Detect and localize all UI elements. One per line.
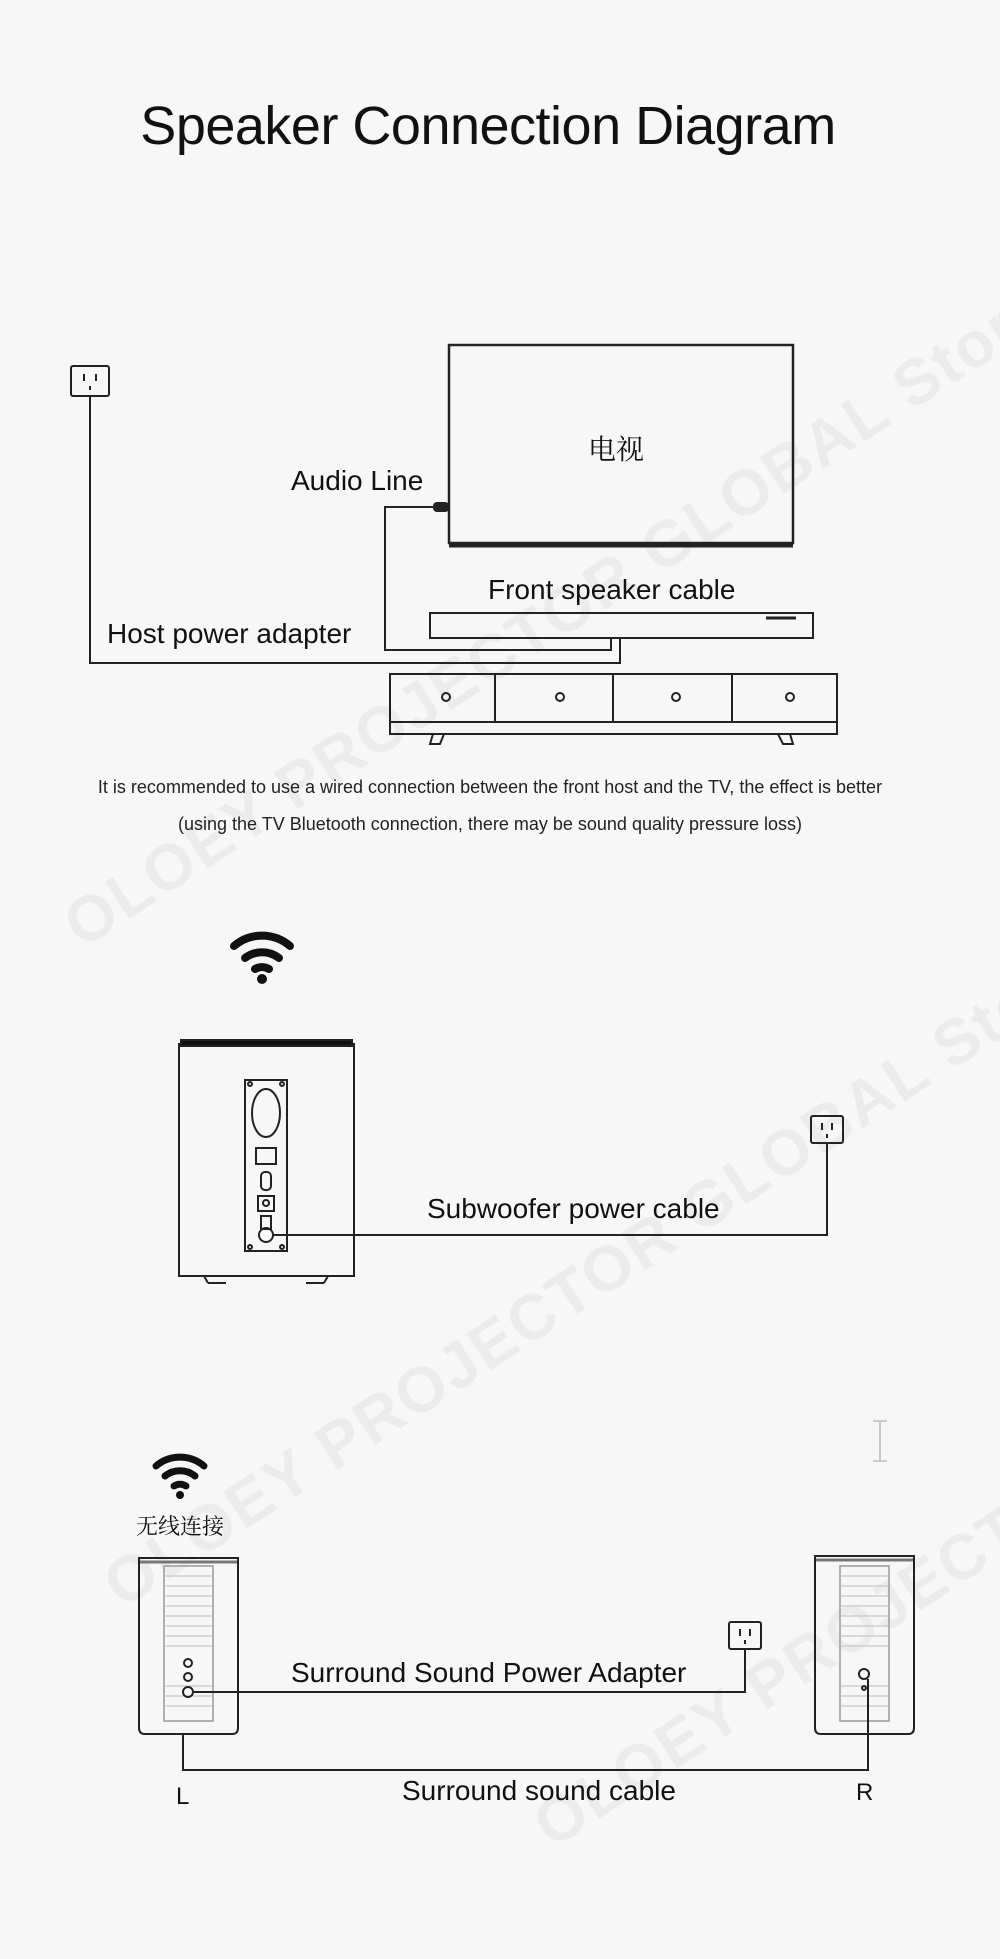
surround-speaker-left — [139, 1558, 238, 1734]
surround-speaker-right — [815, 1556, 914, 1734]
wireless-connection-label: 无线连接 — [136, 1514, 225, 1539]
host-power-adapter-label: Host power adapter — [107, 618, 352, 649]
audio-jack — [434, 503, 448, 511]
soundbar — [430, 613, 813, 638]
outlet-icon — [729, 1622, 761, 1649]
right-speaker-label: R — [856, 1779, 874, 1806]
left-speaker-label: L — [176, 1783, 190, 1810]
surround-sound-cable-label: Surround sound cable — [402, 1775, 676, 1806]
front-speaker-cable-label: Front speaker cable — [488, 574, 736, 605]
subwoofer-power-cable-label: Subwoofer power cable — [427, 1193, 720, 1224]
tv-label: 电视 — [588, 434, 645, 465]
outlet-icon — [811, 1116, 843, 1143]
wifi-icon — [234, 936, 290, 969]
wifi-icon — [156, 1457, 204, 1486]
page-title: Speaker Connection Diagram — [140, 96, 836, 156]
size-marker — [873, 1421, 887, 1461]
audio-line-label: Audio Line — [291, 465, 424, 496]
tv-cabinet — [390, 674, 837, 744]
subwoofer — [179, 1040, 354, 1283]
recommendation-note-sub: (using the TV Bluetooth connection, there may be sound quality pressure loss) — [177, 814, 803, 834]
recommendation-note: It is recommended to use a wired connection between the front host and the TV, the effect is better — [97, 777, 883, 797]
surround-power-adapter-label: Surround Sound Power Adapter — [291, 1657, 687, 1688]
outlet-icon — [71, 366, 109, 396]
